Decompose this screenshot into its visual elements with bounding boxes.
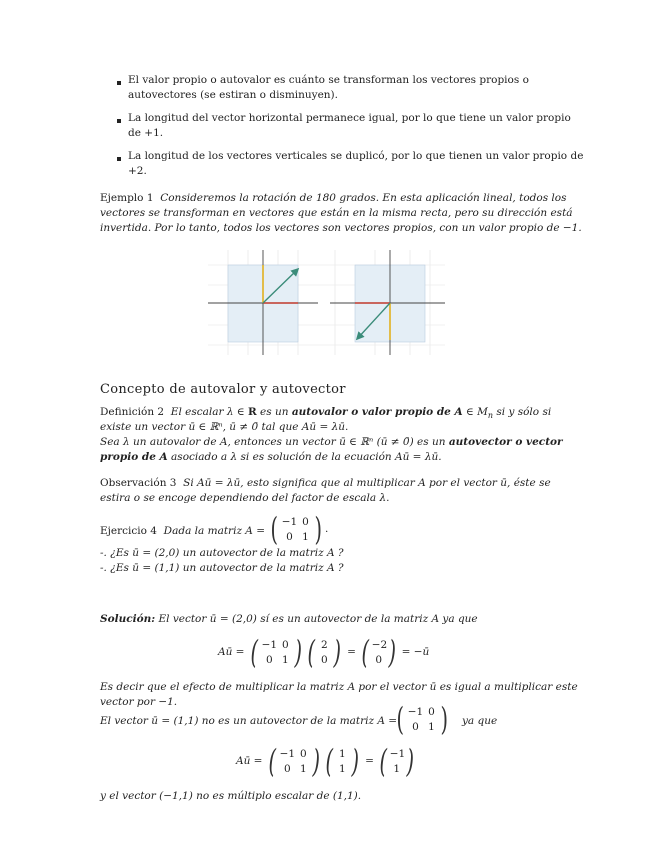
matrix-cell: 1 — [299, 762, 307, 775]
observacion-3-line-1 — [100, 476, 551, 491]
equation-2: Aū = ( −1 0 0 1 ) ( 1 1 ) = ( −1 1 ) — [236, 742, 414, 780]
definicion-2-line-2: existe un vector ū ∈ ℝⁿ, ū ≠ 0̄ tal que Aū = λū. — [100, 421, 349, 433]
matrix-cell: 0 — [299, 747, 307, 760]
bullet-1-line-1: El valor propio o autovalor es cuánto se transforman los vectores propios o — [128, 74, 529, 86]
matrix-cell: 0 — [428, 705, 435, 718]
ejercicio-4-line — [100, 524, 265, 539]
vector-cell: 0 — [375, 653, 383, 666]
observacion-3-line-2: estira o se encoge dependiendo del factor de escala λ. — [100, 492, 390, 504]
matrix-cell: 1 — [281, 653, 289, 666]
vector-cell: 1 — [338, 762, 346, 775]
definicion-2-d: autovalor o valor propio de A — [291, 406, 463, 418]
bullet-3-line-1: La longitud de los vectores verticales se duplicó, por lo que tienen un valor propio de — [128, 150, 584, 162]
solucion-ya-que: ya que — [462, 715, 498, 727]
equation-1: Aū = ( −1 0 0 1 ) ( 2 0 ) = ( −2 0 ) = −ū — [218, 633, 430, 671]
bullet-2-line-2: de +1. — [128, 127, 164, 139]
definicion-2-a: El escalar λ ∈ — [170, 406, 248, 418]
bullet-2-line-1: La longitud del vector horizontal permanece igual, por lo que tiene un valor propio — [128, 112, 571, 124]
vector-cell: 2 — [320, 638, 328, 651]
ejercicio-4-label: Ejercicio 4 — [100, 525, 157, 537]
vector-cell: 1 — [338, 747, 346, 760]
solucion-line-5: y el vector (−1,1) no es múltiplo escalar de (1,1). — [100, 790, 362, 802]
matrix-cell: −1 — [281, 515, 298, 528]
bullet-marker — [117, 157, 121, 161]
equals-sign: = — [347, 646, 356, 658]
equation-1-result: = −ū — [401, 646, 430, 658]
equation-1-lhs: Aū = — [218, 646, 245, 658]
solucion-label: Solución: — [100, 613, 156, 625]
ejemplo-1-line-3: invertida. Por lo tanto, todos los vectores son vectores propios, con un valor propio de −1. — [100, 222, 582, 234]
matrix-cell: 0 — [302, 515, 309, 528]
bullet-3-line-2: +2. — [128, 165, 147, 177]
definicion-2-g: si y sólo si — [493, 406, 552, 418]
definicion-2-l4b: asociado a λ si es solución de la ecuación Aū = λū. — [167, 451, 442, 463]
ejercicio-4-prefix: Dada la matriz A = — [163, 525, 266, 537]
matrix-cell: 1 — [428, 720, 435, 733]
matrix-cell: 0 — [286, 530, 293, 543]
ejemplo-1-text: Consideremos la rotación de 180 grados. En esta aplicación lineal, todos los — [160, 192, 567, 204]
definicion-2-c: es un — [256, 406, 292, 418]
ejercicio-4-question-1: -. ¿Es ū = (2,0) un autovector de la matriz A ? — [100, 547, 344, 559]
definicion-2-line-4 — [100, 450, 442, 465]
ejercicio-4-matrix: ( −1 0 0 1 ) . — [270, 510, 329, 548]
matrix-cell: −1 — [407, 705, 424, 718]
definicion-2-b: R — [247, 406, 257, 418]
matrix-cell: −1 — [279, 747, 296, 760]
vector-cell: 1 — [393, 762, 401, 775]
matrix-cell: 0 — [283, 762, 291, 775]
ejemplo-1-line-2: vectores se transforman en vectores que están en la misma recta, pero su dirección está — [100, 207, 573, 219]
solucion-line-4: El vector ū = (1,1) no es un autovector de la matriz A = — [100, 715, 398, 727]
definicion-2-f: n — [487, 411, 494, 421]
equals-sign: = — [365, 755, 374, 767]
matrix-cell: −1 — [261, 638, 278, 651]
ejemplo-1-label: Ejemplo 1 — [100, 192, 154, 204]
bullet-1-line-2: autovectores (se estiran o disminuyen). — [128, 89, 338, 101]
matrix-cell: 0 — [281, 638, 289, 651]
definicion-2-l4a: propio de A — [100, 451, 168, 463]
definicion-2-l3b: autovector o vector — [448, 436, 563, 448]
solucion-line-1 — [100, 612, 478, 627]
ejercicio-4-question-2: -. ¿Es ū = (1,1) un autovector de la matriz A ? — [100, 562, 344, 574]
observacion-3-label: Observación 3 — [100, 477, 177, 489]
solucion-line-2: Es decir que el efecto de multiplicar la matriz A por el vector ū es igual a multiplicar este — [100, 681, 578, 693]
solucion-line-3: vector por −1. — [100, 696, 178, 708]
matrix-cell: 1 — [302, 530, 309, 543]
definicion-2-label: Definición 2 — [100, 406, 165, 418]
section-title: Concepto de autovalor y autovector — [100, 382, 346, 397]
matrix-cell: 0 — [265, 653, 273, 666]
solucion-text: El vector ū = (2,0) sí es un autovector de la matriz A ya que — [158, 613, 478, 625]
bullet-marker — [117, 81, 121, 85]
definicion-2-e: ∈ M — [462, 406, 488, 418]
definicion-2-line-3 — [100, 435, 563, 450]
bullet-marker — [117, 119, 121, 123]
vector-cell: −2 — [371, 638, 388, 651]
vector-cell: 0 — [320, 653, 328, 666]
ejemplo-1-line-1 — [100, 191, 566, 206]
observacion-3-text: Si Aū = λū, esto significa que al multiplicar A por el vector ū, éste se — [183, 477, 551, 489]
equation-2-lhs: Aū = — [236, 755, 263, 767]
matrix-cell: 0 — [412, 720, 419, 733]
rotation-figure — [200, 245, 450, 360]
vector-cell: −1 — [389, 747, 406, 760]
solucion-matrix: ( −1 0 0 1 ) — [396, 700, 449, 738]
definicion-2-l3a: Sea λ un autovalor de A, entonces un vector ū ∈ ℝⁿ (ū ≠ 0̄) es un — [100, 436, 449, 448]
